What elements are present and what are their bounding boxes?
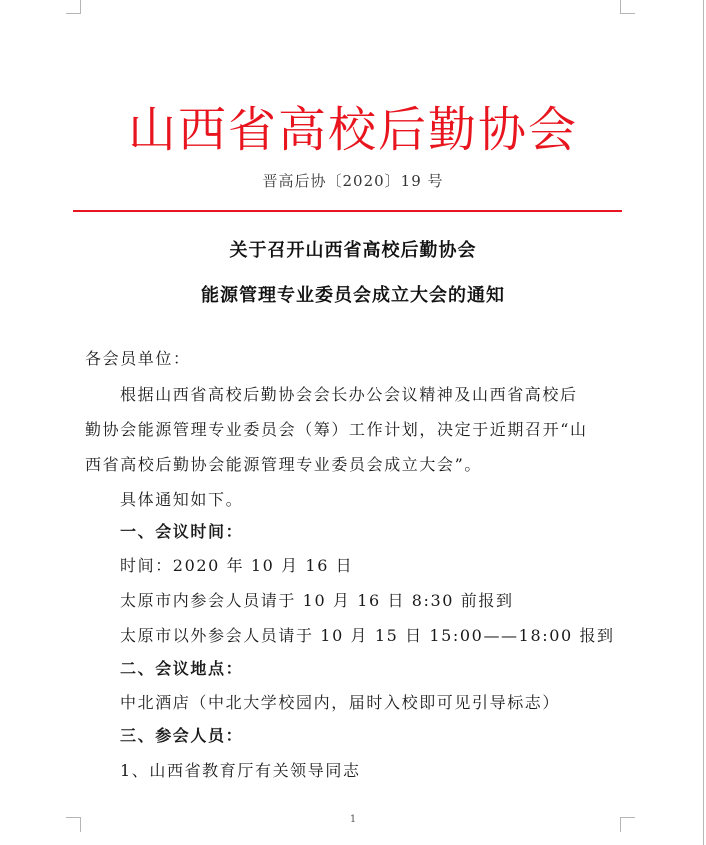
- paragraph-line: 西省高校后勤协会能源管理专业委员会成立大会”。: [85, 455, 482, 474]
- nonlocal-registration: 太原市以外参会人员请于 10 月 15 日 15:00——18:00 报到: [120, 626, 615, 645]
- notice-title-line-1: 关于召开山西省高校后勤协会: [229, 240, 477, 261]
- section-heading-attendees: 三、参会人员：: [120, 726, 244, 745]
- notice-intro: 具体通知如下。: [120, 490, 244, 509]
- local-registration: 太原市内参会人员请于 10 月 16 日 8:30 前报到: [120, 591, 514, 610]
- meeting-date: 时间：2020 年 10 月 16 日: [120, 556, 354, 575]
- org-title: 山西省高校后勤协会: [127, 102, 578, 158]
- salutation: 各会员单位：: [85, 349, 191, 368]
- notice-title-line-2: 能源管理专业委员会成立大会的通知: [201, 285, 505, 306]
- corner-mark-top-right: [620, 0, 635, 14]
- section-heading-time: 一、会议时间：: [120, 522, 244, 541]
- venue: 中北酒店（中北大学校园内，届时入校即可见引导标志）: [120, 693, 561, 712]
- section-heading-venue: 二、会议地点：: [120, 659, 244, 678]
- paragraph-line: 根据山西省高校后勤协会会长办公会议精神及山西省高校后: [120, 385, 578, 404]
- page-number: 1: [349, 814, 357, 825]
- red-divider: [73, 210, 622, 212]
- document-number: 晋高后协〔2020〕19 号: [262, 172, 444, 190]
- paragraph-line: 勤协会能源管理专业委员会（筹）工作计划，决定于近期召开“山: [85, 420, 588, 439]
- corner-mark-top-left: [66, 0, 81, 14]
- attendee-item: 1、山西省教育厅有关领导同志: [120, 761, 361, 780]
